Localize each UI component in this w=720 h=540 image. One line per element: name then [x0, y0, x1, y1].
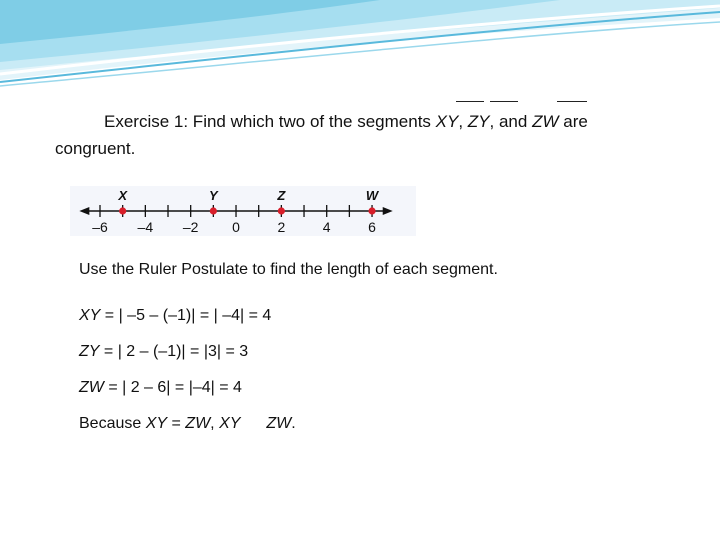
segment-label-xy: XY — [79, 307, 101, 324]
overline-mark-zy — [490, 101, 518, 102]
decorative-banner — [0, 0, 720, 90]
segment-label-xy: XY — [435, 112, 459, 131]
point-x-marker — [119, 207, 126, 214]
segment-label-zw: ZW — [266, 415, 292, 432]
point-y-marker — [210, 207, 217, 214]
overline-mark-zw — [557, 101, 587, 102]
point-w-label: W — [365, 188, 379, 203]
separator: , — [458, 112, 468, 131]
exercise-text: Exercise 1: Find which two of the segments — [104, 112, 436, 131]
segment-label-xy: XY — [219, 415, 241, 432]
equation-xy — [79, 307, 271, 325]
conclusion — [79, 415, 296, 433]
equation-expression: = | –5 – (–1)| = | –4| = 4 — [100, 307, 272, 324]
equation-expression: = | 2 – (–1)| = |3| = 3 — [99, 343, 249, 360]
tick-label: 4 — [322, 219, 331, 235]
overline-mark-xy — [456, 101, 484, 102]
segment-label-zy: ZY — [467, 112, 490, 131]
exercise-prompt-line2: congruent. — [55, 139, 136, 158]
segment-label-zw: ZW — [79, 379, 104, 396]
point-y-label: Y — [209, 188, 218, 203]
equation-expression: = | 2 – 6| = |–4| = 4 — [103, 379, 242, 396]
segment-label-xy: XY — [145, 415, 168, 432]
instruction-text: Use the Ruler Postulate to find the length of each segment. — [79, 261, 498, 278]
exercise-prompt-line1 — [104, 112, 588, 132]
separator: , and — [489, 112, 533, 131]
tick-label: –4 — [137, 219, 154, 235]
period: . — [291, 415, 296, 432]
tick-label: 0 — [232, 219, 240, 235]
equals-sign: = — [167, 415, 186, 432]
segment-label-zw: ZW — [185, 415, 211, 432]
tick-label: –6 — [92, 219, 108, 235]
point-w-marker — [368, 207, 375, 214]
equation-zy — [79, 343, 248, 361]
tick-label: 2 — [277, 219, 286, 235]
tick-label: –2 — [182, 219, 199, 235]
point-z-label: Z — [277, 188, 286, 203]
segment-label-zw: ZW — [532, 112, 559, 131]
point-z-marker — [278, 207, 285, 214]
number-line — [70, 186, 416, 236]
exercise-text: are — [558, 112, 588, 131]
point-x-label: X — [118, 188, 128, 203]
equation-zw — [79, 379, 242, 397]
tick-label: 6 — [368, 219, 376, 235]
segment-label-zy: ZY — [79, 343, 100, 360]
conclusion-text: Because — [79, 415, 146, 432]
separator: , — [210, 415, 220, 432]
